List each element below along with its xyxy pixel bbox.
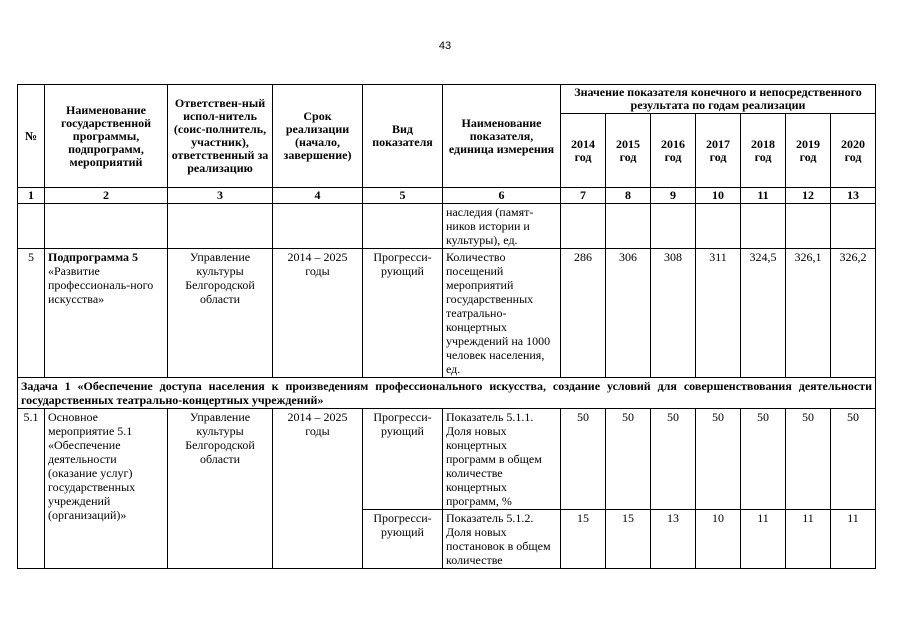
value-cell: 10 xyxy=(696,510,741,569)
row-number: 5.1 xyxy=(18,409,45,569)
value-cell: 311 xyxy=(696,249,741,378)
value-cell: 15 xyxy=(561,510,606,569)
column-number: 7 xyxy=(561,188,606,204)
responsible-cell: Управление культуры Белгородской области xyxy=(168,409,273,569)
value-cell: 15 xyxy=(606,510,651,569)
indicators-table xyxy=(17,84,876,569)
value-cell: 50 xyxy=(741,409,786,510)
column-number: 12 xyxy=(786,188,831,204)
column-number: 13 xyxy=(831,188,876,204)
value-cell: 50 xyxy=(831,409,876,510)
value-cell: 50 xyxy=(696,409,741,510)
program-name-text: «Развитие профессиональ-ного искусства» xyxy=(48,264,154,306)
page-number: 43 xyxy=(438,40,452,52)
program-name-cell xyxy=(45,249,168,378)
indicator-cell: наследия (памят-ников истории и культуры), ед. xyxy=(443,204,561,249)
value-cell: 324,5 xyxy=(741,249,786,378)
column-number: 4 xyxy=(273,188,363,204)
column-number: 5 xyxy=(363,188,443,204)
column-number: 1 xyxy=(18,188,45,204)
value-cell: 13 xyxy=(651,510,696,569)
indicator-cell: Количество посещений мероприятий государственных театрально-концертных учреждений на 1000 человек населения, ед. xyxy=(443,249,561,378)
column-number: 6 xyxy=(443,188,561,204)
column-number-row xyxy=(18,188,876,204)
value-cell: 11 xyxy=(831,510,876,569)
column-number: 9 xyxy=(651,188,696,204)
header-name: Наименование государственной программы, подпрограмм, мероприятий xyxy=(45,85,168,188)
header-year-2019: 2019 год xyxy=(786,114,831,188)
value-cell: 286 xyxy=(561,249,606,378)
value-cell: 306 xyxy=(606,249,651,378)
column-number: 2 xyxy=(45,188,168,204)
task-heading: Задача 1 «Обеспечение доступа населения к произведениям профессионального искусства, создание условий для совершенствования деятельности государственных театрально-концертных учреждений» xyxy=(18,378,876,409)
value-cell: 50 xyxy=(651,409,696,510)
header-year-2014: 2014 год xyxy=(561,114,606,188)
header-term: Срок реализации (начало, завершение) xyxy=(273,85,363,188)
indicator-cell: Показатель 5.1.2. Доля новых постановок в общем количестве xyxy=(443,510,561,569)
value-cell: 50 xyxy=(561,409,606,510)
header-year-2015: 2015 год xyxy=(606,114,651,188)
measure-name-cell: Основное мероприятие 5.1 «Обеспечение деятельности (оказание услуг) государственных учреждений (организаций)» xyxy=(45,409,168,569)
header-values-group: Значение показателя конечного и непосредственного результата по годам реализации xyxy=(561,85,876,114)
value-cell: 326,1 xyxy=(786,249,831,378)
table-row-continued xyxy=(18,204,876,249)
indicator-type-cell: Прогресси-рующий xyxy=(363,510,443,569)
header-number: № xyxy=(18,85,45,188)
value-cell: 308 xyxy=(651,249,696,378)
column-number: 10 xyxy=(696,188,741,204)
column-number: 3 xyxy=(168,188,273,204)
header-year-2020: 2020 год xyxy=(831,114,876,188)
header-type: Вид показателя xyxy=(363,85,443,188)
indicator-type-cell: Прогресси-рующий xyxy=(363,409,443,510)
value-cell: 11 xyxy=(786,510,831,569)
header-responsible: Ответствен-ный испол-нитель (соис-полнитель, участник), ответственный за реализацию xyxy=(168,85,273,188)
header-year-2016: 2016 год xyxy=(651,114,696,188)
column-number: 11 xyxy=(741,188,786,204)
table-row-task xyxy=(18,378,876,409)
responsible-cell: Управление культуры Белгородской области xyxy=(168,249,273,378)
column-number: 8 xyxy=(606,188,651,204)
table-row-item-5-1 xyxy=(18,409,876,510)
table-row-subprogram-5 xyxy=(18,249,876,378)
value-cell: 11 xyxy=(741,510,786,569)
program-name-bold: Подпрограмма 5 xyxy=(48,250,139,264)
row-number: 5 xyxy=(18,249,45,378)
term-cell: 2014 – 2025 годы xyxy=(273,249,363,378)
value-cell: 50 xyxy=(786,409,831,510)
value-cell: 326,2 xyxy=(831,249,876,378)
header-indicator: Наименование показателя, единица измерения xyxy=(443,85,561,188)
value-cell: 50 xyxy=(606,409,651,510)
term-cell: 2014 – 2025 годы xyxy=(273,409,363,569)
header-year-2018: 2018 год xyxy=(741,114,786,188)
indicator-cell: Показатель 5.1.1. Доля новых концертных программ в общем количестве концертных программ, % xyxy=(443,409,561,510)
header-year-2017: 2017 год xyxy=(696,114,741,188)
indicator-type-cell: Прогресси-рующий xyxy=(363,249,443,378)
